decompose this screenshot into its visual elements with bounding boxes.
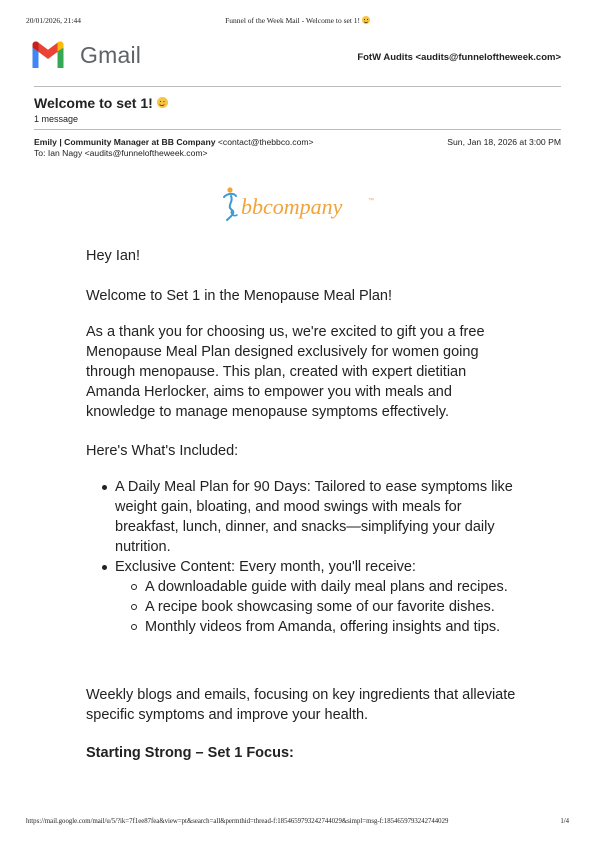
bb-company-logo <box>218 184 378 234</box>
page-number: 1/4 <box>560 818 569 825</box>
sub-list-item: A downloadable guide with daily meal plans and recipes. <box>86 577 516 597</box>
intro-paragraph: Welcome to Set 1 in the Menopause Meal Plan! <box>86 288 393 304</box>
divider <box>34 86 561 87</box>
print-header <box>26 16 569 28</box>
list-item: Exclusive Content: Every month, you'll receive: <box>86 557 516 577</box>
sub-list-item: A recipe book showcasing some of our favorite dishes. <box>86 597 516 617</box>
grinning-face-icon <box>157 97 168 108</box>
sender-name: Emily | Community Manager at BB Company <box>34 137 216 147</box>
print-title <box>26 16 569 25</box>
subject-text: Welcome to set 1! <box>34 95 153 111</box>
brand-logo-text: bbcompany <box>241 194 343 219</box>
included-heading: Here's What's Included: <box>86 443 239 459</box>
sender-line <box>34 137 314 147</box>
sender-email: <contact@thebbco.com> <box>217 137 314 147</box>
gmail-logo-icon <box>30 40 66 70</box>
grinning-face-icon <box>362 16 370 24</box>
print-url: https://mail.google.com/mail/u/5/?ik=7f1ee87fea&view=pt&search=all&permthid=thread-f:1854659793242744029&simpl=msg-f:1854659793242744029 <box>26 818 449 825</box>
print-title-text: Funnel of the Week Mail - Welcome to set 1! <box>225 16 361 25</box>
gmail-wordmark: Gmail <box>80 42 142 68</box>
divider <box>34 129 561 130</box>
sub-list-item: Monthly videos from Amanda, offering insights and tips. <box>86 617 516 637</box>
trademark-mark: ™ <box>368 198 374 204</box>
section-heading: Starting Strong – Set 1 Focus: <box>86 745 294 761</box>
list-item: A Daily Meal Plan for 90 Days: Tailored to ease symptoms like weight gain, bloating, and mood swings with meals for breakfast, lunch, dinner, and snacks—simplifying your daily nutrition. <box>86 477 516 557</box>
message-count: 1 message <box>34 114 79 124</box>
recipient-line: To: Ian Nagy <audits@funneloftheweek.com> <box>34 148 208 158</box>
weekly-paragraph: Weekly blogs and emails, focusing on key ingredients that alleviate specific symptoms and improve your health. <box>86 687 516 723</box>
included-list <box>86 477 516 637</box>
sent-date: Sun, Jan 18, 2026 at 3:00 PM <box>447 137 561 147</box>
email-subject <box>34 95 168 111</box>
account-label: FotW Audits <audits@funneloftheweek.com> <box>357 52 561 63</box>
thanks-paragraph: As a thank you for choosing us, we're excited to gift you a free Menopause Meal Plan designed exclusively for women going through menopause. This plan, created with expert dietitian Amanda Herlocker, aims to empower you with meals and knowledge to manage menopause symptoms effectively. <box>86 324 485 420</box>
greeting: Hey Ian! <box>86 248 140 264</box>
print-datetime: 20/01/2026, 21:44 <box>26 16 82 25</box>
